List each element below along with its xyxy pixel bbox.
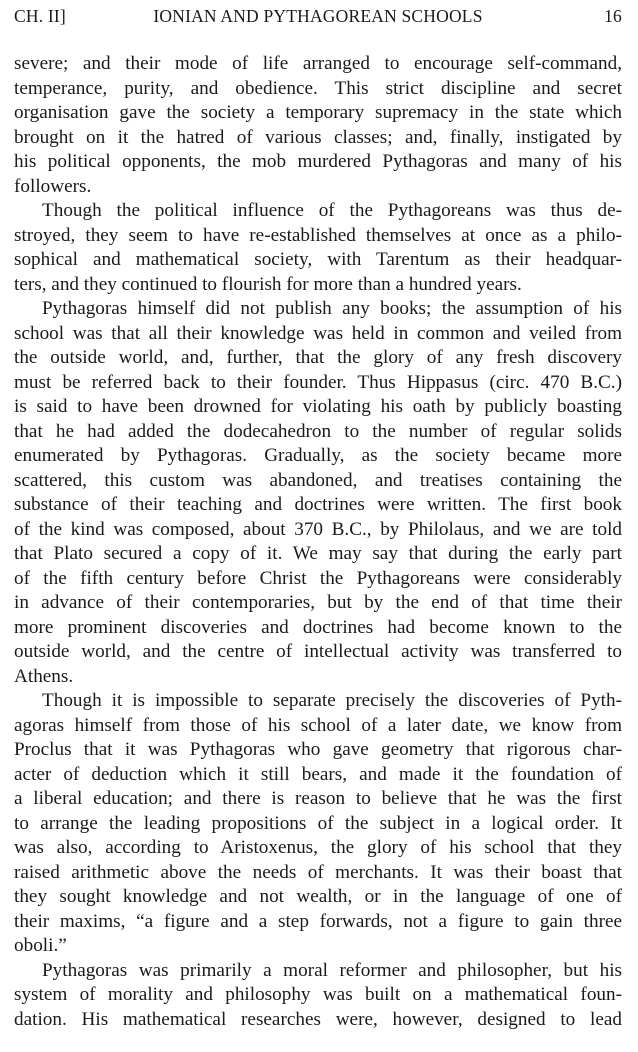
- book-page: [14, 0, 622, 1052]
- running-title: IONIAN AND PYTHAGOREAN SCHOOLS: [153, 6, 483, 26]
- text-line: severe; and their mode of life arranged to encourage self-command,: [14, 53, 622, 74]
- text-line: temperance, purity, and obedience. This strict discipline and secret: [14, 77, 622, 99]
- text-line: acter of deduction which it still bears, and made it the foundation of: [14, 763, 622, 785]
- text-line: Proclus that it was Pythagoras who gave geometry that rigorous char-: [14, 739, 622, 760]
- text-line: brought on it the hatred of various classes; and, finally, instigated by: [14, 126, 622, 148]
- text-line: they sought knowledge and not wealth, or in the language of one of: [14, 886, 622, 907]
- text-line: outside world, and the centre of intellectual activity was transferred to: [14, 641, 622, 662]
- text-line: sophical and mathematical society, with Tarentum as their headquar-: [14, 249, 622, 270]
- text-line: to arrange the leading propositions of the subject in a logical order. It: [14, 812, 622, 834]
- running-header: [14, 6, 622, 36]
- text-line: raised arithmetic above the needs of merchants. It was their boast that: [14, 861, 622, 883]
- chapter-label: CH. II]: [14, 6, 66, 26]
- text-line: Pythagoras himself did not publish any books; the assumption of his: [42, 298, 622, 319]
- text-line: more prominent discoveries and doctrines had become known to the: [14, 616, 622, 638]
- text-line: school was that all their knowledge was held in common and veiled from: [14, 322, 622, 344]
- text-line: enumerated by Pythagoras. Gradually, as the society became more: [14, 445, 622, 466]
- text-line: Pythagoras was primarily a moral reformer and philosopher, but his: [42, 959, 622, 981]
- text-line: followers.: [14, 175, 92, 197]
- page-number: 16: [604, 6, 622, 26]
- text-line: oboli.”: [14, 935, 67, 956]
- text-line: the outside world, and, further, that the glory of any fresh discovery: [14, 347, 622, 368]
- text-line: of the kind was composed, about 370 B.C., by Philolaus, and we are told: [14, 518, 622, 540]
- text-line: dation. His mathematical researches were, however, designed to lead: [14, 1008, 622, 1030]
- text-line: substance of their teaching and doctrines were written. The first book: [14, 494, 622, 515]
- body-text: [14, 52, 622, 1032]
- text-line: Athens.: [14, 665, 74, 687]
- text-line: agoras himself from those of his school of a later date, we know from: [14, 714, 622, 736]
- text-line: in advance of their contemporaries, but by the end of that time their: [14, 592, 622, 613]
- text-line: his political opponents, the mob murdered Pythagoras and many of his: [14, 151, 622, 172]
- text-line: Though the political influence of the Pythagoreans was thus de-: [42, 200, 622, 221]
- text-line: that Plato secured a copy of it. We may say that during the early part: [14, 543, 622, 564]
- text-line: their maxims, “a figure and a step forwards, not a figure to gain three: [14, 910, 622, 932]
- text-line: was also, according to Aristoxenus, the glory of his school that they: [14, 837, 622, 858]
- text-line: stroyed, they seem to have re-established themselves at once as a philo-: [14, 224, 622, 246]
- text-line: scattered, this custom was abandoned, and treatises containing the: [14, 469, 622, 491]
- text-line: must be referred back to their founder. Thus Hippasus (circ. 470 B.C.): [14, 371, 622, 393]
- text-line: organisation gave the society a temporary supremacy in the state which: [14, 102, 622, 123]
- text-line: Though it is impossible to separate precisely the discoveries of Pyth-: [42, 690, 622, 711]
- text-line: system of morality and philosophy was built on a mathematical foun-: [14, 984, 622, 1005]
- text-line: that he had added the dodecahedron to the number of regular solids: [14, 420, 622, 442]
- text-line: of the fifth century before Christ the Pythagoreans were considerably: [14, 567, 622, 589]
- text-line: a liberal education; and there is reason to believe that he was the first: [14, 788, 622, 809]
- text-line: is said to have been drowned for violating his oath by publicly boasting: [14, 396, 622, 417]
- text-line: ters, and they continued to flourish for more than a hundred years.: [14, 273, 522, 295]
